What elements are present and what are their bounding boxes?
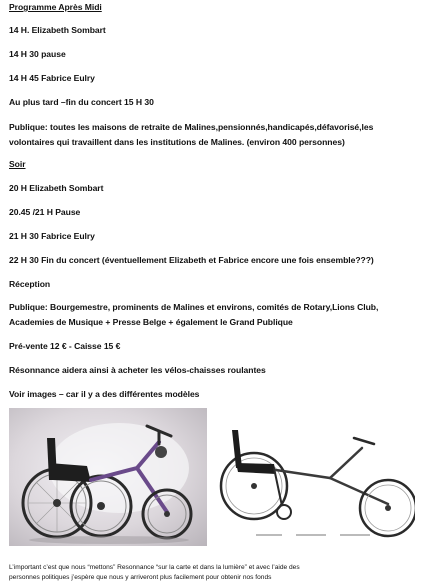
afternoon-item-4: Au plus tard –fin du concert 15 H 30	[9, 97, 154, 107]
evening-item-3: 21 H 30 Fabrice Eulry	[9, 231, 95, 241]
afternoon-public-line-1: Publique: toutes les maisons de retraite de Malines,pensionnés,handicapés,défavorisé,les	[9, 122, 374, 132]
images-note: Voir images – car il y a des différentes modèles	[9, 389, 200, 399]
evening-public-line-1: Publique: Bourgemestre, prominents de Malines et environs, comités de Rotary,Lions Club,	[9, 302, 379, 312]
footer-line-2: personnes politiques j’espère que nous y arriveront plus facilement pour obtenir nos fonds	[9, 574, 272, 581]
reception-heading: Réception	[9, 279, 51, 289]
evening-item-2: 20.45 /21 H Pause	[9, 207, 81, 217]
evening-item-1: 20 H Elizabeth Sombart	[9, 183, 104, 193]
footer-line-1: L’important c’est que nous “mettons” Resonnance “sur la carte et dans la lumière” et avec l’aide des	[9, 564, 300, 571]
evening-public-line-2: Academies de Musique + Presse Belge + également le Grand Publique	[9, 317, 293, 327]
wheelchair-bike-attachment-photo	[212, 408, 415, 546]
evening-item-4: 22 H 30 Fin du concert (éventuellement Elizabeth et Fabrice encore une fois ensemble???)	[9, 255, 374, 265]
wheelchair-bike-attachment-icon	[212, 408, 415, 546]
afternoon-public-line-2: volontaires qui travaillent dans les institutions de Malines. (environ 400 personnes)	[9, 137, 345, 147]
handbike-wheelchair-photo	[9, 408, 207, 546]
handbike-wheelchair-icon	[9, 408, 207, 546]
afternoon-item-1: 14 H. Elizabeth Sombart	[9, 25, 106, 35]
resonance-note: Résonnance aidera ainsi à acheter les vélos-chaisses roulantes	[9, 365, 266, 375]
heading-evening: Soir	[9, 159, 26, 169]
afternoon-item-3: 14 H 45 Fabrice Eulry	[9, 73, 95, 83]
prices: Pré-vente 12 € - Caisse 15 €	[9, 341, 121, 351]
heading-afternoon: Programme Après Midi	[9, 2, 102, 12]
afternoon-item-2: 14 H 30 pause	[9, 49, 66, 59]
